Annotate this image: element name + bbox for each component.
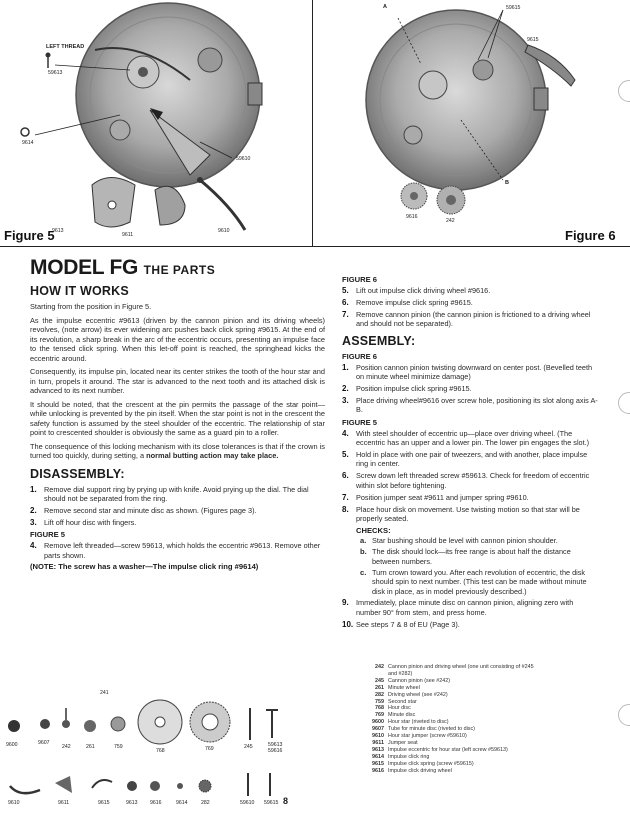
parts-photo <box>0 678 300 810</box>
label-9611: 9611 <box>122 232 134 238</box>
how-paragraph: Consequently, its impulse pin, located near its center strikes the tooth of the hour star and in turn, propels it around. The star is advanced to the next tooth and its attached disk is advanced to its next number. <box>30 367 325 395</box>
binder-hole-middle <box>618 392 630 414</box>
step-item: 3. Place driving wheel#9616 over screw hole, positioning its slot along axis A-B. <box>342 395 598 415</box>
step-item: 6. Screw down left threaded screw #59613. Check for freedom of eccentric within slot before tightening. <box>342 471 590 490</box>
how-last-text: The consequence of this locking mechanism with its close tolerances is that if the crown is turned too quickly, during setting, a <box>30 441 325 460</box>
part-row: 9614 Impulse click ring <box>372 753 430 760</box>
parts-label: 245 <box>244 744 253 750</box>
checks-heading: CHECKS: <box>356 525 391 535</box>
parts-label: 9611 <box>58 800 70 806</box>
page-number: 8 <box>283 796 289 806</box>
disassembly-figure5-head: FIGURE 5 <box>30 530 66 540</box>
step-item: 7. Position jumper seat #9611 and jumper spring #9610. <box>342 492 529 502</box>
step-item: 2. Remove second star and minute disc as shown. (Figures page 3). <box>30 505 257 515</box>
disassembly-fig6-steps <box>342 286 600 329</box>
title-suffix: THE PARTS <box>143 263 216 277</box>
how-paragraph: As the impulse eccentric #9613 (driven by the cannon pinion and its driving wheels) revolves, (note arrow) its ever widening arc pushes back click spring #9615. At the end of its revolution, a sharp break in the arc of the eccentric occurs, presenting an impulse face to the tensed click spring. When this let-off point is reached, the springhead kicks the eccentric around. <box>30 315 325 363</box>
step-item: 5. Hold in place with one pair of tweezers, and with another, place impulse ring in center. <box>342 449 588 469</box>
part-row: 245 Cannon pinion (see #242) <box>375 677 451 684</box>
step-item: 3. Lift off hour disc with fingers. <box>30 517 137 527</box>
label-59615: 59615 <box>506 5 521 11</box>
check-item: b. The disk should lock—its free range is about half the distance between numbers. <box>360 547 571 566</box>
right-figure6-head: FIGURE 6 <box>342 275 378 284</box>
part-row: 9600 Hour star (riveted to disc) <box>372 719 449 726</box>
label-left-thread: LEFT THREAD <box>46 44 85 50</box>
label-9610: 9610 <box>218 228 230 234</box>
label-242: 242 <box>446 218 455 224</box>
assembly-heading: ASSEMBLY: <box>342 333 416 348</box>
parts-label: 9615 <box>98 800 110 806</box>
label-9615: 9615 <box>527 37 539 43</box>
final-steps <box>342 598 600 629</box>
how-paragraph: Starting from the position in Figure 5. <box>30 302 152 311</box>
disassembly-steps <box>30 485 325 528</box>
parts-label: 9600 <box>6 742 18 748</box>
label-59610: 59610 <box>236 156 251 162</box>
assembly-figure6-head: FIGURE 6 <box>342 351 378 361</box>
title-model: MODEL FG <box>30 256 139 279</box>
part-row: 9607 Tube for minute disc (riveted to disc) <box>372 726 475 733</box>
parts-label: 59615 <box>264 800 279 806</box>
part-row: 282 Driving wheel (see #242) <box>375 691 448 698</box>
parts-label: 59613 <box>268 742 283 748</box>
parts-label: 9607 <box>38 740 50 746</box>
figure-6-panel <box>313 0 630 246</box>
parts-label: 9613 <box>126 800 138 806</box>
label-9613: 9613 <box>52 228 64 234</box>
parts-list <box>362 664 624 775</box>
parts-label: 9616 <box>150 800 162 806</box>
parts-label: 768 <box>156 748 165 754</box>
step-item: 6. Remove impulse click spring #9615. <box>342 297 473 307</box>
check-item: a. Star bushing should be level with cannon pinion shoulder. <box>360 535 558 545</box>
label-9616: 9616 <box>406 214 418 220</box>
step-item: 2. Position impulse click spring #9615. <box>342 383 472 393</box>
parts-label: 759 <box>114 744 123 750</box>
right-column <box>342 272 600 631</box>
part-row: 9610 Hour star jumper (screw #59610) <box>372 733 467 740</box>
label-59613: 59613 <box>48 70 63 76</box>
step-item: 1. Position cannon pinion twisting downward on center post. (Bevelled teeth on minute wheel minimize damage) <box>342 362 593 382</box>
part-row: 759 Second star <box>375 698 417 705</box>
parts-label: 769 <box>205 746 214 752</box>
parts-label: 9610 <box>8 800 20 806</box>
step-item: 5. Lift out impulse click driving wheel #9616. <box>342 286 491 295</box>
figure-divider <box>0 246 630 247</box>
parts-label: 59610 <box>240 800 255 806</box>
how-paragraph-last <box>30 442 325 461</box>
page-title <box>30 256 325 280</box>
label-a: A <box>383 4 387 10</box>
part-row: 769 Minute disc <box>375 712 416 719</box>
part-row: 9616 Impulse click driving wheel <box>372 767 452 774</box>
how-it-works-heading: HOW IT WORKS <box>30 284 129 298</box>
figure-6-illustration <box>313 0 630 246</box>
part-row: 261 Minute wheel <box>375 684 420 691</box>
part-row: 9611 Jumper seat <box>372 739 418 746</box>
step-item: 8. Place hour disk on movement. Use twisting motion so that star will be properly seated. <box>342 504 580 523</box>
part-row: and #282) <box>388 670 413 677</box>
parts-label: 282 <box>201 800 210 806</box>
step-item: 7. Remove cannon pinion (the cannon pinion is frictioned to a driving wheel and should not be separated). <box>342 309 591 329</box>
parts-label-241: 241 <box>100 690 109 696</box>
part-row: 9615 Impulse click spring (screw #59615) <box>372 760 474 767</box>
part-row: 9613 Impulse eccentric for hour star (left screw #59613) <box>372 746 508 753</box>
assembly-figure5-head: FIGURE 5 <box>342 417 378 427</box>
label-9614: 9614 <box>22 140 34 146</box>
checks-list <box>342 536 600 596</box>
figure-5-caption: Figure 5 <box>4 228 55 243</box>
assembly-fig6-steps <box>342 363 600 415</box>
step-item: 4. With steel shoulder of eccentric up—place over driving wheel. (The eccentric has an upper and a lower pin. The lower pin engages the slot.) <box>342 428 590 448</box>
disassembly-heading: DISASSEMBLY: <box>30 466 125 481</box>
how-last-bold: normal butting action may take place. <box>146 451 279 460</box>
disassembly-fig5-steps <box>30 541 325 560</box>
step-item: 9. Immediately, place minute disc on cannon pinion, aligning zero with number 90° from stem, and press home. <box>342 598 574 617</box>
assembly-fig5-steps <box>342 429 600 524</box>
figure-6-caption: Figure 6 <box>565 228 616 243</box>
parts-label: 261 <box>86 744 95 750</box>
washer-note: (NOTE: The screw has a washer—The impulse click ring #9614) <box>30 562 259 572</box>
figure-5-panel <box>0 0 313 246</box>
left-column <box>30 256 325 572</box>
part-row: 242 Cannon pinion and driving wheel (one unit consisting of #245 <box>375 664 534 670</box>
step-item: 1. Remove dial support ring by prying up with knife. Avoid prying up the dial. The dial should not be separated from the ring. <box>30 484 309 503</box>
part-row: 768 Hour disc <box>375 705 411 712</box>
parts-label: 9614 <box>176 800 188 806</box>
step-item: 10. See steps 7 & 8 of EU (Page 3). <box>342 619 460 629</box>
how-paragraph: It should be noted, that the crescent at the pin permits the passage of the star point—while unlocking is prevented by the pin itself. When the star point is not in the crescent the safety function is assumed by the steel shoulder of the eccentric. The relationship of star point to crescented shoulder is obviously the same as a guard pin to a roller. <box>30 399 325 437</box>
check-item: c. Turn crown toward you. After each revolution of eccentric, the disk should spin to next number. (This test can be made without minute disk in place, as in model previously described.) <box>360 568 587 596</box>
step-item: 4. Remove left threaded—screw 59613, which holds the eccentric #9613. Remove other parts shown. <box>30 541 321 560</box>
figure-5-illustration <box>0 0 312 246</box>
parts-label: 59616 <box>268 748 283 754</box>
label-b: B <box>505 180 509 186</box>
parts-label: 242 <box>62 744 71 750</box>
